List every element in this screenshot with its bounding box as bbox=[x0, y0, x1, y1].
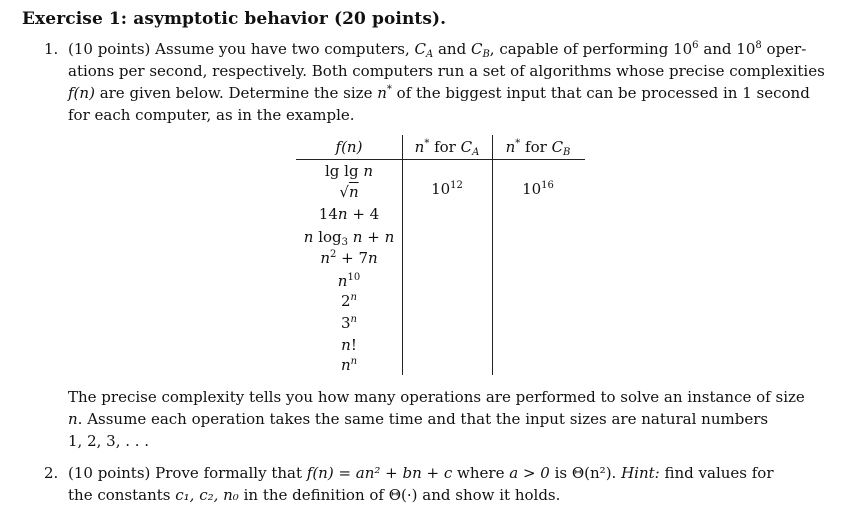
row-2n: 2$^n$ bbox=[341, 292, 357, 310]
row-n2: $n^2 + 7n$ bbox=[320, 249, 378, 267]
header-cB: n* for $C_B$ bbox=[505, 138, 571, 158]
q1-line-3: f(n) are given below. Determine the size n* of the biggest input that can be processed in 1 second bbox=[68, 84, 810, 102]
row-14n: 14n + 4 bbox=[318, 205, 380, 223]
row-n10: $n^{10}$ bbox=[337, 272, 361, 290]
q1-line-2: ations per second, respectively. Both computers run a set of algorithms whose precise complexities bbox=[68, 62, 825, 80]
row-lglgn: lg lg n bbox=[324, 162, 373, 180]
question-2-number: 2. bbox=[44, 464, 59, 482]
table-divider-1 bbox=[402, 135, 403, 375]
note-line-2: n. Assume each operation takes the same time and that the input sizes are natural numbers bbox=[68, 410, 769, 428]
row-nfact: n! bbox=[341, 336, 357, 354]
row-sqrtn: √n bbox=[339, 183, 359, 201]
question-1-number: 1. bbox=[44, 40, 59, 58]
question-2-text bbox=[68, 462, 813, 506]
note-line-3: 1, 2, 3, . . . bbox=[68, 432, 150, 450]
q1-line-4: for each computer, as in the example. bbox=[68, 106, 355, 124]
table-header-rule bbox=[296, 159, 585, 160]
complexity-note bbox=[68, 386, 813, 452]
row-3n: 3$^n$ bbox=[341, 314, 357, 332]
row-nlogn: n $\log_3 n + n$ bbox=[303, 228, 395, 248]
row-nn: $n^n$ bbox=[340, 356, 358, 374]
exercise-title: Exercise 1: asymptotic behavior (20 points). bbox=[22, 9, 447, 29]
question-1-text bbox=[68, 38, 825, 126]
example-cB-value: $10^{16}$ bbox=[522, 180, 554, 198]
header-cA: n* for $C_A$ bbox=[414, 138, 480, 158]
q2-line-1: (10 points) Prove formally that f(n) = an² + bn + c where a > 0 is Θ(n²). Hint: find values for bbox=[68, 464, 774, 482]
table-divider-2 bbox=[492, 135, 493, 375]
q1-line-1: (10 points) Assume you have two computers, $C_A$ and $C_B$, capable of performing $10^6$ and $10^8$ oper- bbox=[68, 40, 807, 60]
q2-line-2: the constants c₁, c₂, n₀ in the definition of Θ(·) and show it holds. bbox=[68, 486, 561, 504]
header-fn: f(n) bbox=[335, 138, 363, 156]
note-line-1: The precise complexity tells you how many operations are performed to solve an instance of size bbox=[68, 388, 805, 406]
example-cA-value: $10^{12}$ bbox=[431, 180, 463, 198]
